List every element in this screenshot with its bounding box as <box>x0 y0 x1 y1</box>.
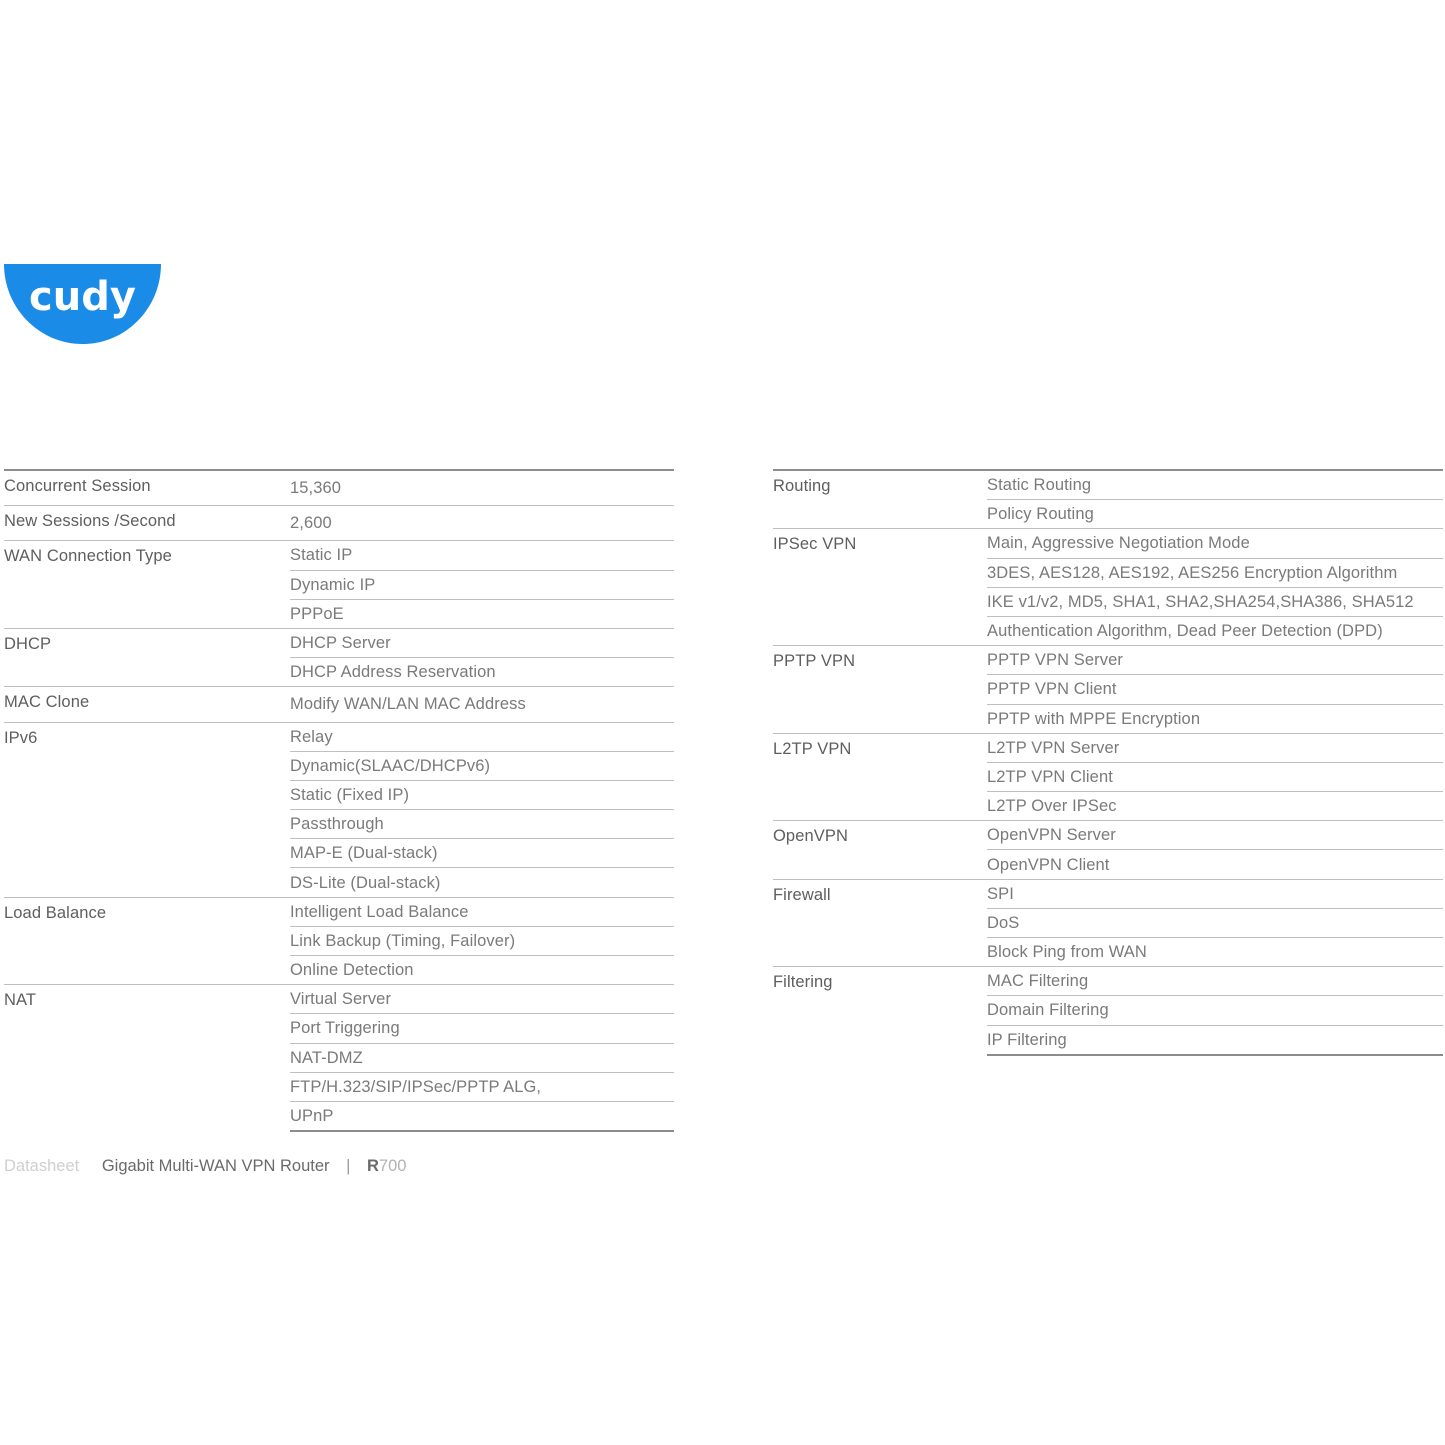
cudy-logo <box>4 264 161 344</box>
spec-value: FTP/H.323/SIP/IPSec/PPTP ALG, <box>290 1072 674 1101</box>
spec-value: Link Backup (Timing, Failover) <box>290 926 674 955</box>
spec-row <box>773 529 1443 558</box>
spec-value: L2TP Over IPSec <box>987 797 1117 816</box>
spec-row <box>4 897 674 926</box>
spec-value: 15,360 <box>290 470 674 506</box>
spec-value: L2TP VPN Server <box>987 733 1443 762</box>
spec-category: Firewall <box>773 879 987 967</box>
spec-value: 2,600 <box>290 506 674 541</box>
spec-value: MAP-E (Dual-stack) <box>290 839 674 868</box>
spec-value: Policy Routing <box>987 505 1094 524</box>
spec-value: L2TP VPN Client <box>987 762 1443 791</box>
spec-row <box>773 733 1443 762</box>
spec-value: OpenVPN Client <box>987 855 1110 874</box>
spec-category: WAN Connection Type <box>4 541 290 629</box>
footer-separator: | <box>346 1157 351 1175</box>
spec-row <box>4 985 674 1014</box>
spec-category: DHCP <box>4 628 290 686</box>
spec-category: Routing <box>773 470 987 529</box>
spec-value: DS-Lite (Dual-stack) <box>290 873 441 892</box>
spec-category: New Sessions /Second <box>4 506 290 541</box>
spec-value: Dynamic(SLAAC/DHCPv6) <box>290 751 674 780</box>
spec-category: Concurrent Session <box>4 470 290 506</box>
spec-value: NAT-DMZ <box>290 1043 674 1072</box>
spec-row <box>4 687 674 722</box>
spec-value: 3DES, AES128, AES192, AES256 Encryption Algorithm <box>987 558 1443 587</box>
spec-value: OpenVPN Server <box>987 821 1443 850</box>
spec-row <box>773 646 1443 675</box>
spec-value: Port Triggering <box>290 1014 674 1043</box>
spec-category: Load Balance <box>4 897 290 985</box>
spec-row <box>773 879 1443 908</box>
spec-category: IPv6 <box>4 722 290 897</box>
spec-value: DHCP Address Reservation <box>290 663 496 682</box>
spec-value: MAC Filtering <box>987 967 1443 996</box>
spec-category: PPTP VPN <box>773 646 987 734</box>
spec-category: Filtering <box>773 967 987 1055</box>
footer <box>4 1157 406 1176</box>
spec-value: Online Detection <box>290 961 414 980</box>
spec-category: L2TP VPN <box>773 733 987 821</box>
spec-category: OpenVPN <box>773 821 987 879</box>
spec-value: Passthrough <box>290 810 674 839</box>
spec-value: Static IP <box>290 541 674 570</box>
spec-category: IPSec VPN <box>773 529 987 646</box>
spec-value: Static Routing <box>987 470 1443 500</box>
spec-value: Intelligent Load Balance <box>290 897 674 926</box>
spec-value: IP Filtering <box>987 1025 1443 1055</box>
spec-value: Virtual Server <box>290 985 674 1014</box>
spec-category: MAC Clone <box>4 687 290 722</box>
spec-value: DoS <box>987 908 1443 937</box>
footer-model-prefix: R <box>367 1157 379 1175</box>
spec-value: Authentication Algorithm, Dead Peer Detection (DPD) <box>987 622 1383 641</box>
spec-row <box>4 628 674 657</box>
spec-row <box>773 470 1443 500</box>
spec-value: Dynamic IP <box>290 570 674 599</box>
spec-value: PPTP with MPPE Encryption <box>987 709 1201 728</box>
logo-text: cudy <box>29 274 136 320</box>
spec-row <box>4 541 674 570</box>
spec-value: DHCP Server <box>290 628 674 657</box>
spec-row <box>4 470 674 506</box>
spec-value: Block Ping from WAN <box>987 943 1147 962</box>
spec-value: Static (Fixed IP) <box>290 780 674 809</box>
footer-product: Gigabit Multi-WAN VPN Router <box>101 1157 330 1175</box>
spec-row <box>4 506 674 541</box>
footer-model-number: 700 <box>378 1157 407 1175</box>
spec-value: SPI <box>987 879 1443 908</box>
spec-value: IKE v1/v2, MD5, SHA1, SHA2,SHA254,SHA386, SHA512 <box>987 587 1443 616</box>
spec-row <box>773 821 1443 850</box>
left-spec-table <box>4 469 674 1132</box>
spec-value: UPnP <box>290 1101 674 1131</box>
spec-value: Modify WAN/LAN MAC Address <box>290 687 674 722</box>
spec-value: Relay <box>290 722 674 751</box>
spec-value: PPTP VPN Client <box>987 675 1443 704</box>
spec-value: PPPoE <box>290 604 344 623</box>
spec-value: Main, Aggressive Negotiation Mode <box>987 529 1443 558</box>
spec-value: Domain Filtering <box>987 996 1443 1025</box>
right-spec-table <box>773 469 1443 1056</box>
spec-row <box>773 967 1443 996</box>
spec-value: PPTP VPN Server <box>987 646 1443 675</box>
footer-doc-type: Datasheet <box>4 1157 80 1175</box>
spec-category: NAT <box>4 985 290 1131</box>
spec-row <box>4 722 674 751</box>
